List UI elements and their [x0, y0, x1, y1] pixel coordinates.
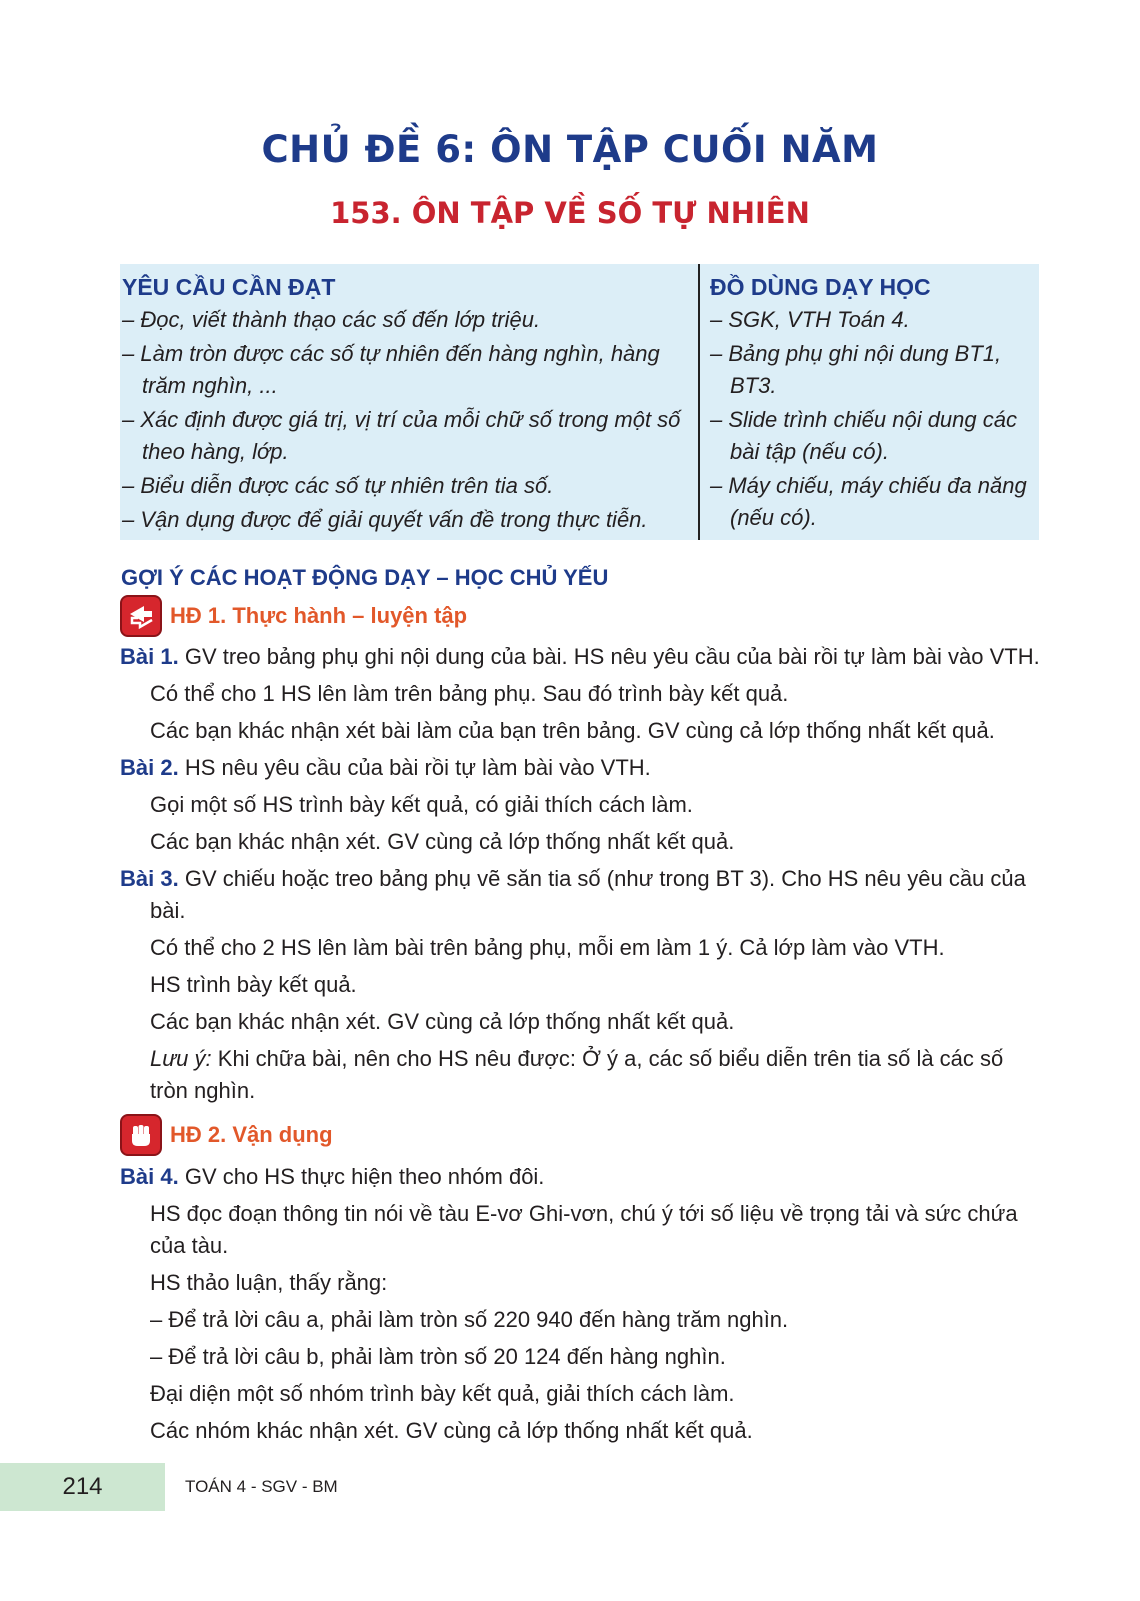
hd1-header	[120, 594, 467, 638]
materials-column	[710, 270, 1030, 536]
practice-arrows-icon	[120, 595, 162, 637]
hd2-header	[120, 1113, 333, 1157]
exercise-line: Các bạn khác nhận xét. GV cùng cả lớp thống nhất kết quả.	[150, 1009, 735, 1034]
note-paragraph	[120, 1043, 1040, 1107]
column-divider	[698, 264, 700, 540]
material-item: – Máy chiếu, máy chiếu đa năng (nếu có).	[710, 473, 1027, 530]
exercise-text: HS nêu yêu cầu của bài rồi tự làm bài vào VTH.	[184, 755, 651, 780]
exercise-line: Các nhóm khác nhận xét. GV cùng cả lớp thống nhất kết quả.	[150, 1418, 753, 1443]
exercise-line: Các bạn khác nhận xét bài làm của bạn trên bảng. GV cùng cả lớp thống nhất kết quả.	[150, 718, 995, 743]
material-item: – Slide trình chiếu nội dung các bài tập (nếu có).	[710, 407, 1017, 464]
requirement-item: – Biểu diễn được các số tự nhiên trên tia số.	[122, 473, 554, 498]
lesson-title: 153. ÔN TẬP VỀ SỐ TỰ NHIÊN	[330, 196, 810, 230]
exercise-line: Có thể cho 2 HS lên làm bài trên bảng phụ, mỗi em làm 1 ý. Cả lớp làm vào VTH.	[150, 935, 945, 960]
chapter-title: CHỦ ĐỀ 6: ÔN TẬP CUỐI NĂM	[261, 128, 879, 171]
exercise-line: HS trình bày kết quả.	[150, 972, 357, 997]
requirement-item: – Đọc, viết thành thạo các số đến lớp triệu.	[122, 307, 541, 332]
requirement-item: – Vận dụng được để giải quyết vấn đề trong thực tiễn.	[122, 507, 648, 532]
exercise-line: Các bạn khác nhận xét. GV cùng cả lớp thống nhất kết quả.	[150, 829, 735, 854]
material-item: – Bảng phụ ghi nội dung BT1, BT3.	[710, 341, 1002, 398]
exercise-paragraph	[120, 641, 1040, 673]
exercise-line: – Để trả lời câu a, phải làm tròn số 220 940 đến hàng trăm nghìn.	[150, 1307, 789, 1332]
note-label: Lưu ý:	[150, 1046, 212, 1071]
fist-icon	[120, 1114, 162, 1156]
exercise-paragraph	[120, 1161, 1040, 1193]
requirement-item: – Làm tròn được các số tự nhiên đến hàng nghìn, hàng trăm nghìn, ...	[122, 341, 660, 398]
requirements-column	[120, 270, 700, 538]
page-number: 214	[62, 1473, 103, 1500]
footer-book-title: TOÁN 4 - SGV - BM	[185, 1477, 338, 1496]
material-item: – SGK, VTH Toán 4.	[710, 307, 910, 332]
requirements-box	[120, 264, 1039, 540]
exercise-line: HS đọc đoạn thông tin nói về tàu E-vơ Ghi-vơn, chú ý tới số liệu về trọng tải và sức chứa của tàu.	[150, 1201, 1018, 1258]
hd2-content	[120, 1161, 1040, 1452]
exercise-label: Bài 3.	[120, 866, 179, 891]
hd1-label: HĐ 1. Thực hành – luyện tập	[170, 603, 468, 628]
hd1-content	[120, 641, 1040, 1112]
requirements-heading: YÊU CẦU CẦN ĐẠT	[122, 274, 336, 300]
exercise-line: Đại diện một số nhóm trình bày kết quả, giải thích cách làm.	[150, 1381, 735, 1406]
exercise-line: – Để trả lời câu b, phải làm tròn số 20 124 đến hàng nghìn.	[150, 1344, 726, 1369]
exercise-paragraph	[120, 863, 1040, 927]
exercise-paragraph	[120, 752, 1040, 784]
exercise-line: Gọi một số HS trình bày kết quả, có giải thích cách làm.	[150, 792, 693, 817]
exercise-label: Bài 1.	[120, 644, 179, 669]
exercise-line: HS thảo luận, thấy rằng:	[150, 1270, 388, 1295]
exercise-label: Bài 2.	[120, 755, 179, 780]
exercise-text: GV treo bảng phụ ghi nội dung của bài. HS nêu yêu cầu của bài rồi tự làm bài vào VTH.	[184, 644, 1040, 669]
requirement-item: – Xác định được giá trị, vị trí của mỗi chữ số trong một số theo hàng, lớp.	[122, 407, 681, 464]
exercise-text: GV cho HS thực hiện theo nhóm đôi.	[184, 1164, 545, 1189]
note-text: Khi chữa bài, nên cho HS nêu được: Ở ý a, các số biểu diễn trên tia số là các số tròn nghìn.	[150, 1046, 1004, 1103]
exercise-label: Bài 4.	[120, 1164, 179, 1189]
exercise-text: GV chiếu hoặc treo bảng phụ vẽ săn tia số (như trong BT 3). Cho HS nêu yêu cầu của bài.	[150, 866, 1026, 923]
activities-heading: GỢI Ý CÁC HOẠT ĐỘNG DẠY – HỌC CHỦ YẾU	[121, 565, 609, 590]
materials-heading: ĐỒ DÙNG DẠY HỌC	[710, 274, 931, 300]
hd2-label: HĐ 2. Vận dụng	[170, 1122, 333, 1147]
exercise-line: Có thể cho 1 HS lên làm trên bảng phụ. Sau đó trình bày kết quả.	[150, 681, 789, 706]
